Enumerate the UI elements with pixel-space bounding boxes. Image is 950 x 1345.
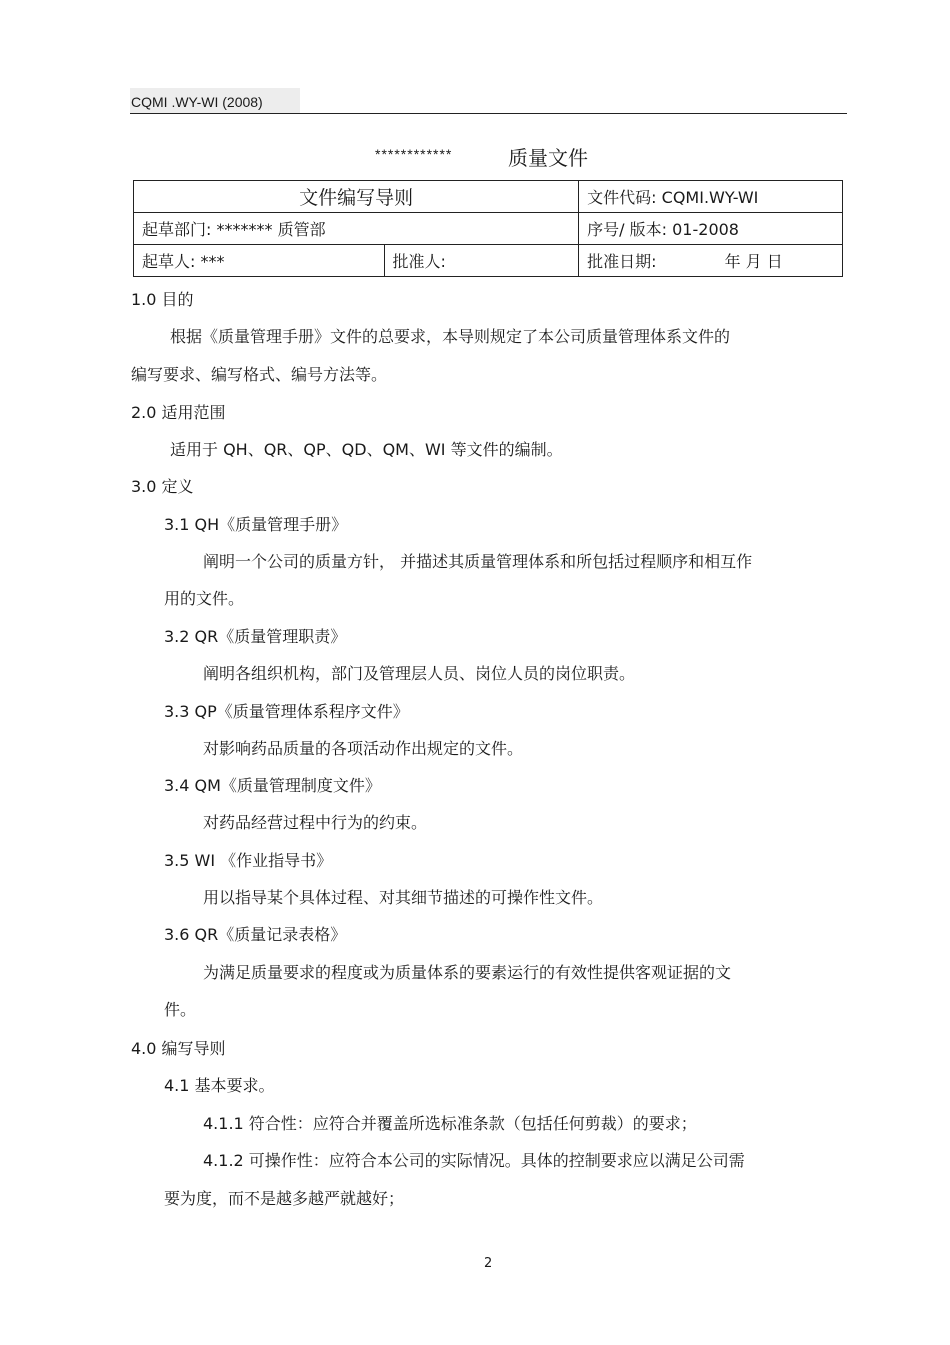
table-row xyxy=(134,213,843,245)
header-rule xyxy=(130,113,847,114)
definition-title-qp: 3.3 QP《质量管理体系程序文件》 xyxy=(164,702,409,721)
paragraph-purpose-line2: 编写要求、编写格式、编号方法等。 xyxy=(131,365,388,384)
drafter: 起草人: *** xyxy=(134,245,385,277)
definition-text-qm: 对药品经营过程中行为的约束。 xyxy=(203,813,428,832)
document-name: 文件编写导则 xyxy=(134,181,579,213)
definition-title-qr-records: 3.6 QR《质量记录表格》 xyxy=(164,925,347,944)
requirement-operability-line1: 4.1.2 可操作性：应符合本公司的实际情况。具体的控制要求应以满足公司需 xyxy=(203,1151,745,1170)
page-number: 2 xyxy=(484,1256,493,1271)
document-code: 文件代码: CQMI.WY-WI xyxy=(579,181,843,213)
company-name-masked: ************ xyxy=(375,146,453,162)
approval-date-units: 年 月 日 xyxy=(724,252,783,271)
definition-text-qr-records-line1: 为满足质量要求的程度或为质量体系的要素运行的有效性提供客观证据的文 xyxy=(203,963,732,982)
definition-title-qm: 3.4 QM《质量管理制度文件》 xyxy=(164,776,381,795)
requirement-conformity: 4.1.1 符合性：应符合并覆盖所选标准条款（包括任何剪裁）的要求； xyxy=(203,1114,697,1133)
definition-text-qh-line2: 用的文件。 xyxy=(164,589,245,608)
approval-date-cell xyxy=(579,245,843,277)
page-title: 质量文件 xyxy=(508,146,588,170)
definition-text-qh-line1: 阐明一个公司的质量方针， 并描述其质量管理体系和所包括过程顺序和相互作 xyxy=(203,552,753,571)
definition-title-qh: 3.1 QH《质量管理手册》 xyxy=(164,515,348,534)
document-version: 序号/ 版本: 01-2008 xyxy=(579,213,843,245)
definition-text-qr: 阐明各组织机构，部门及管理层人员、岗位人员的岗位职责。 xyxy=(203,664,636,683)
paragraph-scope: 适用于 QH、QR、QP、QD、QM、WI 等文件的编制。 xyxy=(170,440,563,459)
definition-text-wi: 用以指导某个具体过程、对其细节描述的可操作性文件。 xyxy=(203,888,604,907)
section-heading-definitions: 3.0 定义 xyxy=(131,477,194,496)
section-heading-purpose: 1.0 目的 xyxy=(131,290,194,309)
section-heading-scope: 2.0 适用范围 xyxy=(131,403,226,422)
header-document-code: CQMI .WY-WI (2008) xyxy=(131,94,263,110)
definition-title-qr: 3.2 QR《质量管理职责》 xyxy=(164,627,347,646)
paragraph-purpose-line1: 根据《质量管理手册》文件的总要求，本导则规定了本公司质量管理体系文件的 xyxy=(170,327,731,346)
section-heading-guidelines: 4.0 编写导则 xyxy=(131,1039,226,1058)
table-row xyxy=(134,245,843,277)
approval-date-label: 批准日期: xyxy=(587,252,657,271)
definition-text-qr-records-line2: 件。 xyxy=(164,1000,197,1019)
table-row xyxy=(134,181,843,213)
document-info-table xyxy=(133,180,843,277)
approver: 批准人: xyxy=(384,245,579,277)
drafting-department: 起草部门: ******* 质管部 xyxy=(134,213,579,245)
definition-title-wi: 3.5 WI 《作业指导书》 xyxy=(164,851,333,870)
subsection-basic-requirements: 4.1 基本要求。 xyxy=(164,1076,275,1095)
requirement-operability-line2: 要为度，而不是越多越严就越好； xyxy=(164,1189,405,1208)
definition-text-qp: 对影响药品质量的各项活动作出规定的文件。 xyxy=(203,739,524,758)
